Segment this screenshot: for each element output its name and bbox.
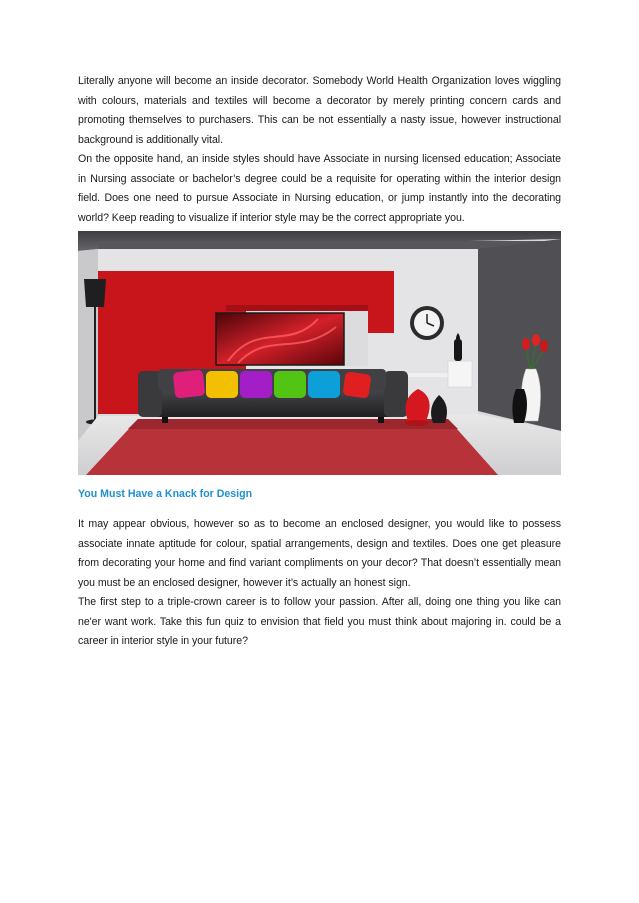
pillow [308, 371, 340, 398]
floor-lamp [84, 279, 106, 307]
paragraph-knack: It may appear obvious, however so as to become an enclosed designer, you would like to possess associate innate aptitude for colour, spatial arrangements, design and textiles. Does one get pleasure from decorating your home and find variant compliments on your decor? That doesn’t essentially mean you must be an enclosed designer, however it’s actually an honest sign. [78, 518, 561, 589]
section-heading: You Must Have a Knack for Design [78, 488, 253, 500]
pillow [173, 370, 206, 399]
pillow [240, 371, 272, 398]
paragraph-education: On the opposite hand, an inside styles should have Associate in nursing licensed education; Associate in Nursing associate or bachelor’s degree could be a requisite for operating within the interior design field. Does one need to pursue Associate in Nursing education, or jump instantly into the decorating world? Keep reading to visualize if interior style may be the correct appropriate you. [78, 153, 561, 224]
paragraph-passion: The first step to a triple-crown career is to follow your passion. After all, doing one thing you like can ne'er want work. Take this fun quiz to envision that field you must think about majoring in. could be a career in interior style in your future? [78, 596, 561, 648]
interior-living-room-photo [78, 231, 561, 475]
wall-art-canvas [216, 313, 344, 365]
pillow [206, 371, 238, 398]
pillow [274, 371, 306, 398]
paragraph-intro: Literally anyone will become an inside decorator. Somebody World Health Organization loves wiggling with colours, materials and textiles will become a decorator by merely printing concern cards and promoting themselves to purchasers. This can be not essentially a nasty issue, however instructional background is additionally vital. [78, 75, 561, 146]
pillow [342, 371, 371, 398]
